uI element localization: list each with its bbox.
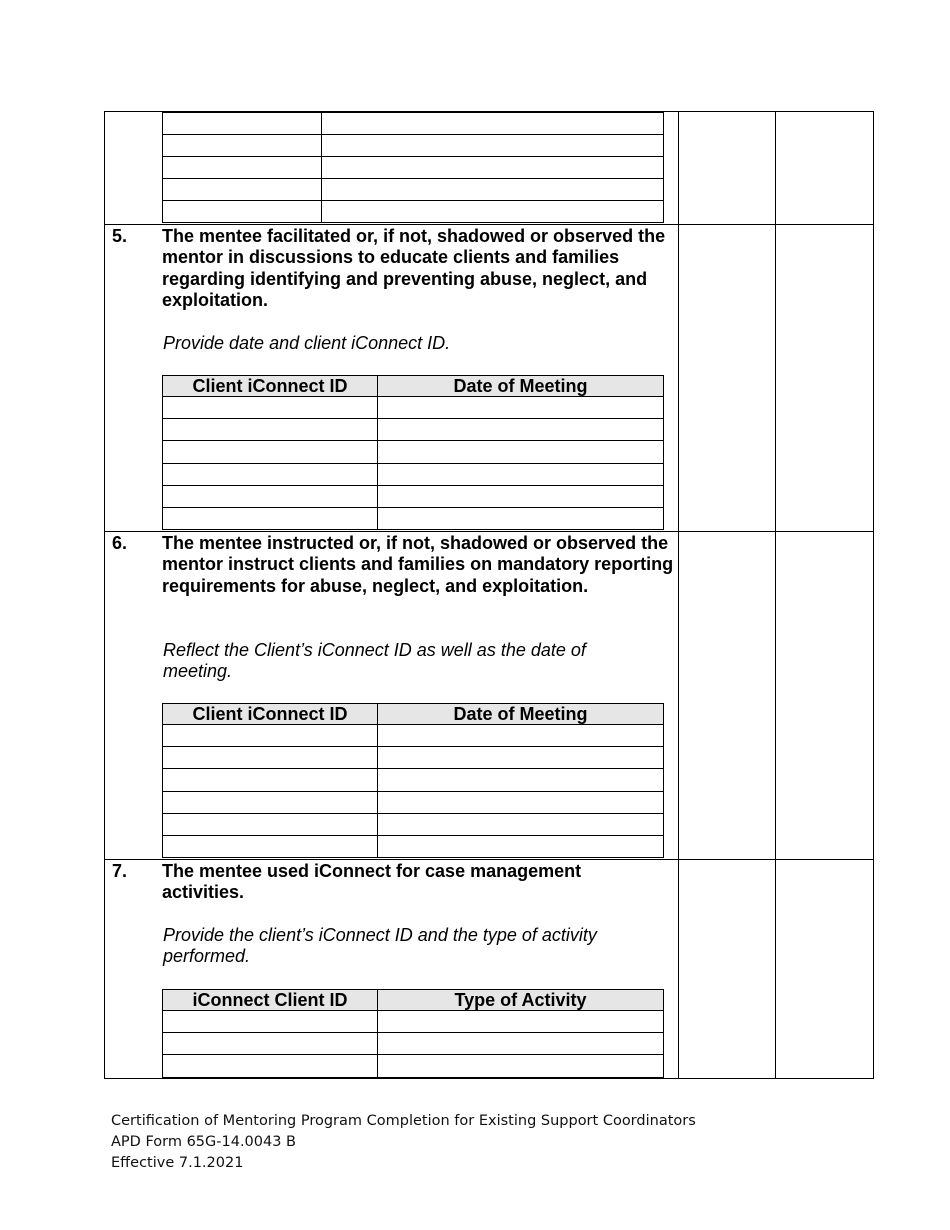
table-cell[interactable] xyxy=(378,813,664,835)
table-cell[interactable] xyxy=(378,769,664,791)
table-cell[interactable] xyxy=(322,157,664,179)
table-cell[interactable] xyxy=(322,135,664,157)
row-divider xyxy=(104,859,874,860)
footer-form-number: APD Form 65G-14.0043 B xyxy=(111,1134,297,1150)
item-instruction: Provide date and client iConnect ID. xyxy=(163,333,451,353)
table-cell[interactable] xyxy=(163,1055,378,1077)
table-cell[interactable] xyxy=(322,179,664,201)
column-header: Date of Meeting xyxy=(378,376,664,397)
table-cell[interactable] xyxy=(163,397,378,419)
table-cell[interactable] xyxy=(163,813,378,835)
table-cell[interactable] xyxy=(163,201,322,223)
table-cell[interactable] xyxy=(378,725,664,747)
entry-table xyxy=(162,703,664,858)
table-cell[interactable] xyxy=(378,441,664,463)
column-header: Type of Activity xyxy=(378,990,664,1011)
column-header: Client iConnect ID xyxy=(163,704,378,725)
column-divider xyxy=(678,111,679,1079)
footer-effective-date: Effective 7.1.2021 xyxy=(111,1155,244,1171)
footer-form-title: Certification of Mentoring Program Completion for Existing Support Coordinators xyxy=(111,1113,696,1129)
table-cell[interactable] xyxy=(322,201,664,223)
column-header: iConnect Client ID xyxy=(163,990,378,1011)
column-divider xyxy=(775,111,776,1079)
row-divider xyxy=(104,531,874,532)
table-cell[interactable] xyxy=(378,835,664,857)
item-number: 6. xyxy=(112,533,128,553)
table-cell[interactable] xyxy=(163,769,378,791)
table-cell[interactable] xyxy=(163,441,378,463)
table-cell[interactable] xyxy=(378,397,664,419)
table-cell[interactable] xyxy=(163,485,378,507)
table-cell[interactable] xyxy=(163,835,378,857)
table-cell[interactable] xyxy=(378,1033,664,1055)
row-divider xyxy=(104,224,874,225)
item-instruction: Provide the client’s iConnect ID and the type of activity performed. xyxy=(163,925,597,967)
column-header: Date of Meeting xyxy=(378,704,664,725)
item-instruction: Reflect the Client’s iConnect ID as well as the date of meeting. xyxy=(163,640,586,682)
table-cell[interactable] xyxy=(163,135,322,157)
table-cell[interactable] xyxy=(163,1033,378,1055)
table-cell[interactable] xyxy=(163,791,378,813)
table-cell[interactable] xyxy=(378,747,664,769)
item-statement: The mentee used iConnect for case management activities. xyxy=(162,861,582,903)
table-cell[interactable] xyxy=(163,463,378,485)
continued-entry-table xyxy=(162,112,664,223)
table-cell[interactable] xyxy=(163,747,378,769)
table-cell[interactable] xyxy=(378,419,664,441)
page-footer xyxy=(111,1111,696,1174)
item-number: 7. xyxy=(112,861,128,881)
item-statement: The mentee facilitated or, if not, shadowed or observed the mentor in discussions to educate clients and families regarding identifying and preventing abuse, neglect, and exploitation. xyxy=(162,226,666,310)
table-cell[interactable] xyxy=(378,1055,664,1077)
table-cell[interactable] xyxy=(163,725,378,747)
entry-table xyxy=(162,375,664,530)
table-cell[interactable] xyxy=(163,113,322,135)
table-cell[interactable] xyxy=(378,463,664,485)
column-header: Client iConnect ID xyxy=(163,376,378,397)
table-cell[interactable] xyxy=(163,179,322,201)
table-cell[interactable] xyxy=(163,157,322,179)
table-cell[interactable] xyxy=(322,113,664,135)
table-cell[interactable] xyxy=(163,1011,378,1033)
entry-table xyxy=(162,989,664,1078)
table-cell[interactable] xyxy=(163,419,378,441)
table-cell[interactable] xyxy=(378,507,664,529)
table-cell[interactable] xyxy=(378,485,664,507)
table-cell[interactable] xyxy=(378,1011,664,1033)
table-cell[interactable] xyxy=(378,791,664,813)
item-number: 5. xyxy=(112,226,128,246)
item-statement: The mentee instructed or, if not, shadowed or observed the mentor instruct clients and families on mandatory reporting requirements for abuse, neglect, and exploitation. xyxy=(162,533,674,596)
table-cell[interactable] xyxy=(163,507,378,529)
